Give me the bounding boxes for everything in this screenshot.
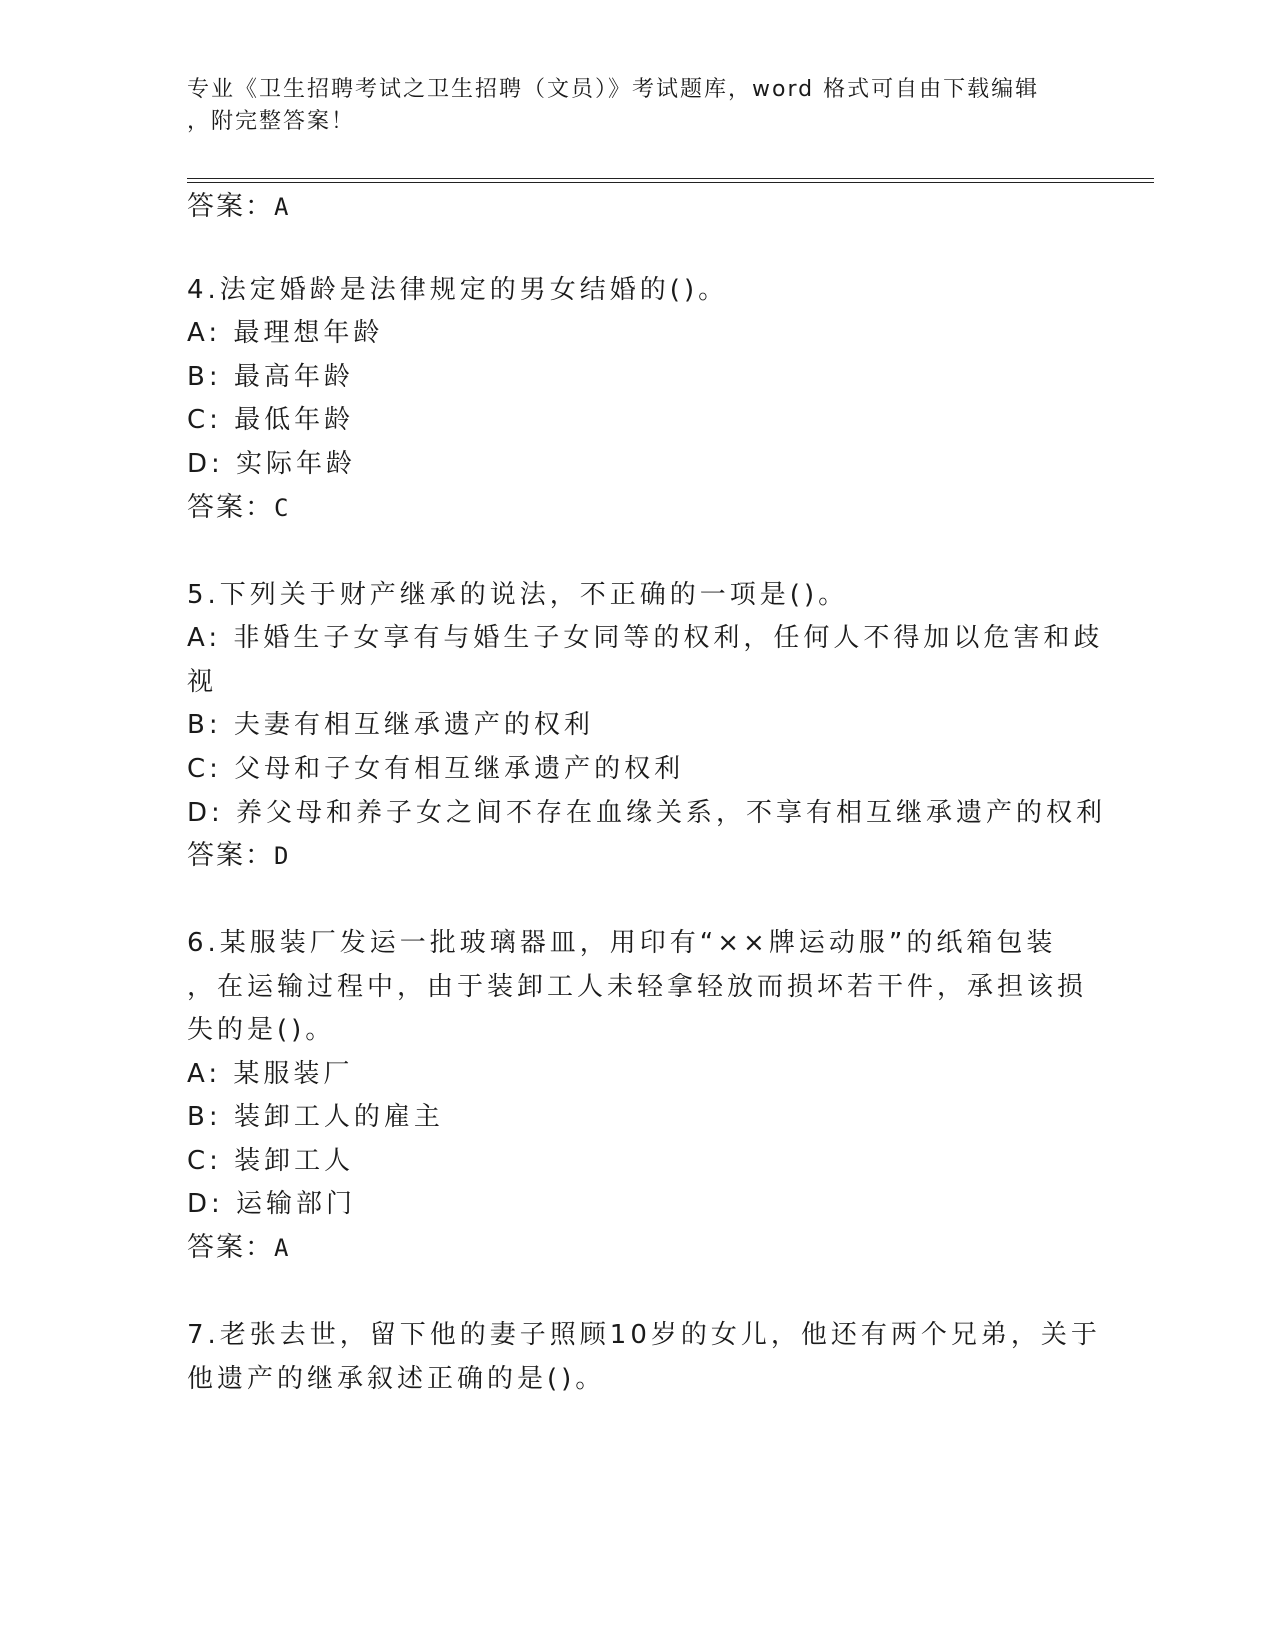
question-6-option-b: B: 装卸工人的雇主 <box>187 1102 444 1132</box>
answer-prefix: 答案： <box>187 191 274 222</box>
question-6-option-a: A: 某服装厂 <box>187 1059 354 1089</box>
question-4-option-b: B: 最高年龄 <box>187 362 354 392</box>
answer-value: A <box>274 1234 291 1262</box>
question-4-option-c: C: 最低年龄 <box>187 405 355 435</box>
header-line-1: 专业《卫生招聘考试之卫生招聘（文员）》考试题库，word 格式可自由下载编辑 <box>187 77 1040 102</box>
question-5-option-c: C: 父母和子女有相互继承遗产的权利 <box>187 754 685 784</box>
answer-prefix: 答案： <box>187 1232 274 1263</box>
answer-value: D <box>274 842 291 870</box>
question-6-stem-line-3: 失的是()。 <box>187 1015 336 1045</box>
question-4-option-d: D: 实际年龄 <box>187 449 357 479</box>
header-divider-bottom <box>187 182 1154 183</box>
question-6-answer <box>187 1228 290 1268</box>
question-6-stem-line-1: 6.某服装厂发运一批玻璃器皿，用印有“××牌运动服”的纸箱包装 <box>187 928 1057 958</box>
header-line-2: ，附完整答案！ <box>187 109 356 134</box>
question-7-stem-line-2: 他遗产的继承叙述正确的是()。 <box>187 1364 606 1394</box>
header-divider-top <box>187 178 1154 179</box>
answer-prefix: 答案： <box>187 492 274 523</box>
question-7-stem-line-1: 7.老张去世，留下他的妻子照顾10岁的女儿，他还有两个兄弟，关于 <box>187 1320 1101 1350</box>
answer-prev <box>187 187 290 227</box>
document-header <box>187 74 1067 138</box>
question-6-stem-line-2: ，在运输过程中，由于装卸工人未轻拿轻放而损坏若干件，承担该损 <box>187 972 1088 1002</box>
question-5-option-a: A: 非婚生子女享有与婚生子女同等的权利，任何人不得加以危害和歧 <box>187 623 1104 653</box>
answer-value: C <box>274 494 291 522</box>
question-5-option-a-continued: 视 <box>187 667 218 697</box>
question-4-stem: 4.法定婚龄是法律规定的男女结婚的()。 <box>187 275 729 305</box>
question-4-answer <box>187 488 290 528</box>
question-6-option-d: D: 运输部门 <box>187 1189 357 1219</box>
question-6-option-c: C: 装卸工人 <box>187 1146 355 1176</box>
question-5-option-b: B: 夫妻有相互继承遗产的权利 <box>187 710 594 740</box>
answer-value: A <box>274 193 291 221</box>
question-5-stem: 5.下列关于财产继承的说法，不正确的一项是()。 <box>187 580 849 610</box>
question-5-answer <box>187 836 290 876</box>
question-4-option-a: A: 最理想年龄 <box>187 318 384 348</box>
question-5-option-d: D: 养父母和养子女之间不存在血缘关系，不享有相互继承遗产的权利 <box>187 798 1107 828</box>
answer-prefix: 答案： <box>187 840 274 871</box>
